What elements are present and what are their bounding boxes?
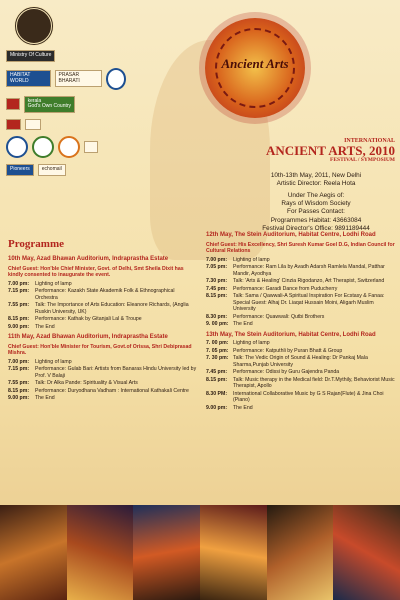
sponsor-logos [6, 6, 126, 182]
event: Talk: Music therapy in the Medical field: Dr.T.Mythily, Behaviorist Music Therapist, Apollo [233, 376, 395, 389]
schedule-row [8, 316, 198, 323]
event: Performance: Gulab Bari: Artists from Banaras Hindu University led by Prof. V Balaji [35, 366, 197, 379]
schedule-row [206, 377, 396, 390]
schedule-row [206, 355, 396, 368]
event: Lighting of lamp [35, 358, 72, 365]
day-heading: 10th May, Azad Bhawan Auditorium, Indraprastha Estate [8, 256, 169, 262]
time: 7.00 pm: [206, 256, 228, 263]
schedule-row [206, 369, 396, 376]
kerala-name: kerala [27, 97, 42, 104]
event: Talk: The Vedic Origin of Sound & Healing: Dr Pankaj Mala Sharma,Punjab University [233, 355, 368, 368]
echomail-logo: echomail [38, 164, 66, 176]
time: 7.30 pm: [206, 278, 228, 284]
sponsor-logo-text [84, 141, 98, 153]
event: Performance: Ram Lila by Avadh Adarsh Ramlela Mandal, Patthar Mandir, Ayodhya [233, 264, 385, 277]
time: 7.55 pm: [8, 380, 30, 386]
pioneers-logo: Pioneers [6, 164, 34, 176]
ministry-logo: Ministry Of Culture [6, 50, 55, 62]
time: 7. 00 pm: [206, 340, 229, 346]
schedule-row [8, 366, 198, 379]
event: The End [35, 395, 55, 401]
time: 7.05 pm: [206, 264, 228, 270]
time: 9. 00 pm: [206, 321, 229, 327]
schedule-row [206, 264, 396, 277]
event: Talk: Dr Alka Pande: Spirituality & Visual Arts [35, 380, 138, 386]
schedule-row [8, 324, 198, 331]
chief-guest: Chief Guest: Hon'ble Chief Minister, Govt. of Delhi, Smt Sheila Dixit has kindly consented to inaugurate the event. [8, 265, 184, 278]
artistic-director: Artistic Director: Reela Hota [276, 180, 356, 188]
event: Lighting of lamp [233, 340, 270, 346]
performance-photo [67, 505, 134, 600]
event: International Collaborative Music by G S Rajan(Flute) & Jina Choi (Piano) [233, 390, 384, 403]
schedule-row [206, 405, 396, 412]
performance-photo [333, 505, 400, 600]
schedule-row [8, 388, 198, 395]
programme-title: Programme [8, 238, 64, 250]
emblem-icon [14, 6, 54, 46]
habitat-phone: Programmes Habitat: 43663084 [270, 216, 362, 224]
sponsor-logo-plain [25, 119, 41, 131]
schedule-row [206, 278, 396, 285]
performance-photo-strip [0, 505, 400, 600]
aegis-label: Under The Aegis of: [287, 191, 345, 199]
heading-line1: INTERNATIONAL [344, 138, 395, 144]
schedule-row [206, 321, 396, 328]
time: 8.15 pm: [206, 293, 228, 299]
schedule-row [206, 314, 396, 321]
schedule-row [206, 348, 396, 355]
event: Lighting of lamp [233, 256, 270, 263]
time: 8.30 PM: [206, 390, 228, 397]
prasar-logo: PRASAR BHARATI [55, 70, 102, 87]
time: 7.00 pm: [8, 358, 30, 365]
event: Performance: Duryodhana Vadham : International Kathakali Centre [35, 387, 189, 394]
time: 8.15 pm: [8, 387, 30, 394]
time: 7. 05 pm: [206, 347, 229, 354]
sponsor-logo-red-2 [6, 119, 21, 131]
sponsor-logo-red [6, 98, 20, 110]
schedule-row [206, 286, 396, 293]
habitat-logo: HABITAT WORLD [6, 70, 51, 87]
time: 9.00 pm: [8, 395, 30, 401]
chief-guest: Chief Guest: His Excellency, Shri Suresh Kumar Goel D.G, Indian Council for Cultural Relations [206, 241, 395, 254]
schedule-row [206, 257, 396, 264]
time: 7.45 pm: [206, 369, 228, 375]
schedule-row [206, 340, 396, 347]
day-heading: 11th May, Azad Bhawan Auditorium, Indraprastha Estate [8, 334, 168, 340]
chief-guest: Chief Guest: Hon'ble Minister for Tourism, Govt.of Orissa, Shri Debiprasad Mishra. [8, 343, 192, 356]
time: 9.00 pm: [8, 323, 30, 330]
event: Performance: Odissi by Guru Gajendra Panda [233, 369, 340, 375]
heading-line3: FESTIVAL / SYMPOSIUM [330, 156, 395, 163]
day-heading: 13th May, The Stein Auditorium, Habitat Centre, Lodhi Road [206, 331, 376, 338]
event: Talk: 'Arts & Healing' Cinzia Rigodanzo, Art Therapist, Switzerland [233, 278, 385, 284]
festival-info [236, 172, 396, 233]
event: Performance: Katputhli by Puran Bhatt & Group [233, 347, 343, 354]
schedule-row [8, 302, 198, 315]
director-phone: Festival Director's Office: 9891189444 [262, 224, 370, 232]
performance-photo [200, 505, 267, 600]
event: Performance: Quawwali: Qutbi Brothers [233, 313, 325, 320]
ancient-arts-badge [205, 18, 305, 118]
event: Talk: The Importance of Arts Education: Eleanore Richards, (Anglia Ruskin University, UK) [35, 302, 189, 315]
time: 7. 30 pm: [206, 355, 229, 361]
sponsor-seal-icon-2 [32, 136, 54, 158]
event: The End [233, 321, 253, 327]
time: 7.00 pm: [8, 280, 30, 287]
passes-label: For Passes Contact: [287, 208, 345, 216]
event: Performance: Kazakh State Akademik Folk & Ethnographical Orchestra [35, 288, 175, 301]
time: 7.15 pm: [8, 288, 30, 294]
schedule-row [8, 288, 198, 301]
performance-photo [0, 505, 67, 600]
schedule-row [8, 359, 198, 366]
schedule-row [8, 281, 198, 288]
time: 8.30 pm: [206, 313, 228, 320]
badge-title: Ancient Arts [221, 56, 289, 71]
programme-right-column [206, 228, 396, 412]
time: 8.15 pm: [8, 316, 30, 322]
time: 7.15 pm: [8, 366, 30, 372]
kerala-logo [24, 96, 75, 113]
festival-heading [255, 138, 395, 164]
schedule-row [8, 395, 198, 402]
schedule-row [206, 391, 396, 404]
aegis-org: Rays of Wisdom Society [281, 199, 351, 207]
performance-photo [267, 505, 334, 600]
sponsor-seal-icon-3 [58, 136, 80, 158]
time: 7.55 pm: [8, 302, 30, 308]
event: Performance: Garadi Dance from Puducherry [233, 285, 338, 292]
festival-dates: 10th-13th May, 2011, New Delhi [270, 172, 362, 179]
event: Talk: Sama / Qawwali-A Spiritual Inspiration For Ecstasy & Fanaa: Special Guest: Alhaj Dr. Liaqat Hussain Moini, Aligarh Muslim University [233, 293, 385, 312]
sponsor-seal-icon [6, 136, 28, 158]
performance-photo [133, 505, 200, 600]
event: The End [233, 404, 253, 411]
programme-left-column [8, 252, 198, 403]
event: Lighting of lamp [35, 280, 72, 287]
time: 9.00 pm: [206, 404, 228, 411]
event: The End [35, 323, 55, 330]
sponsor-circle-icon [106, 68, 126, 90]
time: 7.45 pm: [206, 285, 228, 292]
day-heading: 12th May, The Stein Auditorium, Habitat Centre, Lodhi Road [206, 232, 376, 238]
heading-line2: ANCIENT ARTS, 2010 [266, 143, 395, 159]
kerala-tagline: God's Own Country [27, 103, 72, 109]
event: Performance: Kathak by Gitanjali Lal & Troupe [35, 316, 142, 322]
schedule-row [8, 380, 198, 387]
schedule-row [206, 293, 396, 313]
time: 8.15 pm: [206, 376, 228, 383]
